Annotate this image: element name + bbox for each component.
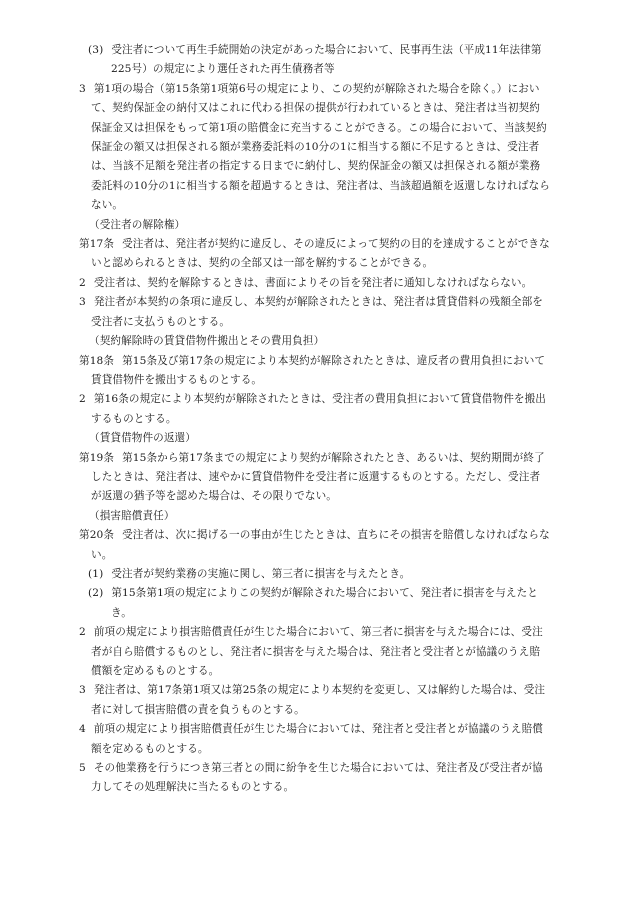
list-item <box>79 565 550 584</box>
paragraph-text: 発注者は、第17条第1項又は第25条の規定により本契約を変更し、又は解約した場合は、受注者に対して損害賠償の責を負うものとする。 <box>91 684 546 716</box>
paragraph-text: 前項の規定により損害賠償責任が生じた場合において、第三者に損害を与えた場合には、受注者が自ら賠償するものとし、発注者に損害を与えた場合は、発注者と受注者とが協議のうえ賠償額を定めるものとする。 <box>91 626 543 677</box>
article-number: 第17条 <box>79 238 115 251</box>
item-text: 受注者について再生手続開始の決定があった場合において、民事再生法（平成11年法律第225号）の規定により選任された再生債務者等 <box>111 44 542 76</box>
paragraph-text: 発注者が本契約の条項に違反し、本契約が解除されたときは、発注者は賃貸借料の残額全部を受注者に支払うものとする。 <box>91 296 543 328</box>
document-body <box>79 41 550 798</box>
paragraph <box>79 720 550 759</box>
paragraph-number: 2 <box>79 626 86 639</box>
article <box>79 449 550 507</box>
list-item <box>79 584 550 623</box>
paragraph-number: 3 <box>79 684 86 697</box>
paragraph-text: 受注者は、契約を解除するときは、書面によりその旨を発注者に通知しなければならない。 <box>93 276 533 289</box>
paragraph <box>79 681 550 720</box>
paragraph-number: 2 <box>79 393 86 406</box>
paragraph-text: 前項の規定により損害賠償責任が生じた場合においては、発注者と受注者とが協議のうえ賠償額を定めるものとする。 <box>91 723 543 755</box>
section-heading: （契約解除時の賃貸借物件搬出とその費用負担） <box>89 335 325 348</box>
paragraph-number: 5 <box>79 762 86 775</box>
paragraph-number: 3 <box>79 82 86 95</box>
paragraph-number: 4 <box>79 723 86 736</box>
article-text: 受注者は、次に掲げる一の事由が生じたときは、直ちにその損害を賠償しなければならない。 <box>91 529 550 561</box>
paragraph <box>79 274 550 293</box>
paragraph-number: 2 <box>79 276 86 289</box>
section-heading: （損害賠償責任） <box>89 509 175 522</box>
article-text: 第15条から第17条までの規定により契約が解除されたとき、あるいは、契約期間が終了したときは、発注者は、速やかに賃貸借物件を受注者に返還するものとする。ただし、受注者が返還の猶予等を認めた場合は、その限りでない。 <box>91 451 545 503</box>
paragraph-text: 第16条の規定により本契約が解除されたときは、受注者の費用負担において賃貸借物件を搬出するものとする。 <box>91 393 546 425</box>
article-number: 第19条 <box>79 451 115 464</box>
article-number: 第20条 <box>79 529 115 542</box>
paragraph <box>79 390 550 429</box>
item-text: 受注者が契約業務の実施に関し、第三者に損害を与えたとき。 <box>111 567 411 580</box>
article <box>79 235 550 274</box>
item-number: (2) <box>88 587 104 600</box>
item-number: (1) <box>88 567 104 580</box>
paragraph <box>79 80 550 216</box>
paragraph <box>79 293 550 332</box>
paragraph-number: 3 <box>79 296 86 309</box>
list-item <box>79 41 550 80</box>
paragraph <box>79 623 550 681</box>
article-number: 第18条 <box>79 354 115 367</box>
paragraph <box>79 759 550 798</box>
article-text: 第15条及び第17条の規定により本契約が解除されたときは、違反者の費用負担において賃貸借物件を搬出するものとする。 <box>91 354 546 386</box>
item-text: 第15条第1項の規定によりこの契約が解除された場合において、発注者に損害を与えたとき。 <box>111 587 538 619</box>
paragraph-text: 第1項の場合（第15条第1項第6号の規定により、この契約が解除された場合を除く。）において、契約保証金の納付又はこれに代わる担保の提供が行われているときは、発注者は当初契約保証金又は担保をもって第1項の賠償金に充当することができる。この場合において、当該契約保証金の額又は担保される額が業務委託料の10分の1に相当する額に不足するときは、受注者は、当該不足額を発注者の指定する日までに納付し、契約保証金の額又は担保される額が業務委託料の10分の1に相当する額を超過するときは、発注者は、当該超過額を返還しなければならない。 <box>91 82 550 212</box>
section-heading: （受注者の解除権） <box>89 218 186 231</box>
article <box>79 526 550 565</box>
paragraph-text: その他業務を行うにつき第三者との間に紛争を生じた場合においては、発注者及び受注者が協力してその処理解決に当たるものとする。 <box>91 762 543 794</box>
article <box>79 352 550 391</box>
section-heading: （賃貸借物件の返還） <box>89 432 196 445</box>
item-number: (3) <box>88 44 104 56</box>
article-text: 受注者は、発注者が契約に違反し、その違反によって契約の目的を達成することができないと認められるときは、契約の全部又は一部を解約することができる。 <box>91 238 550 270</box>
